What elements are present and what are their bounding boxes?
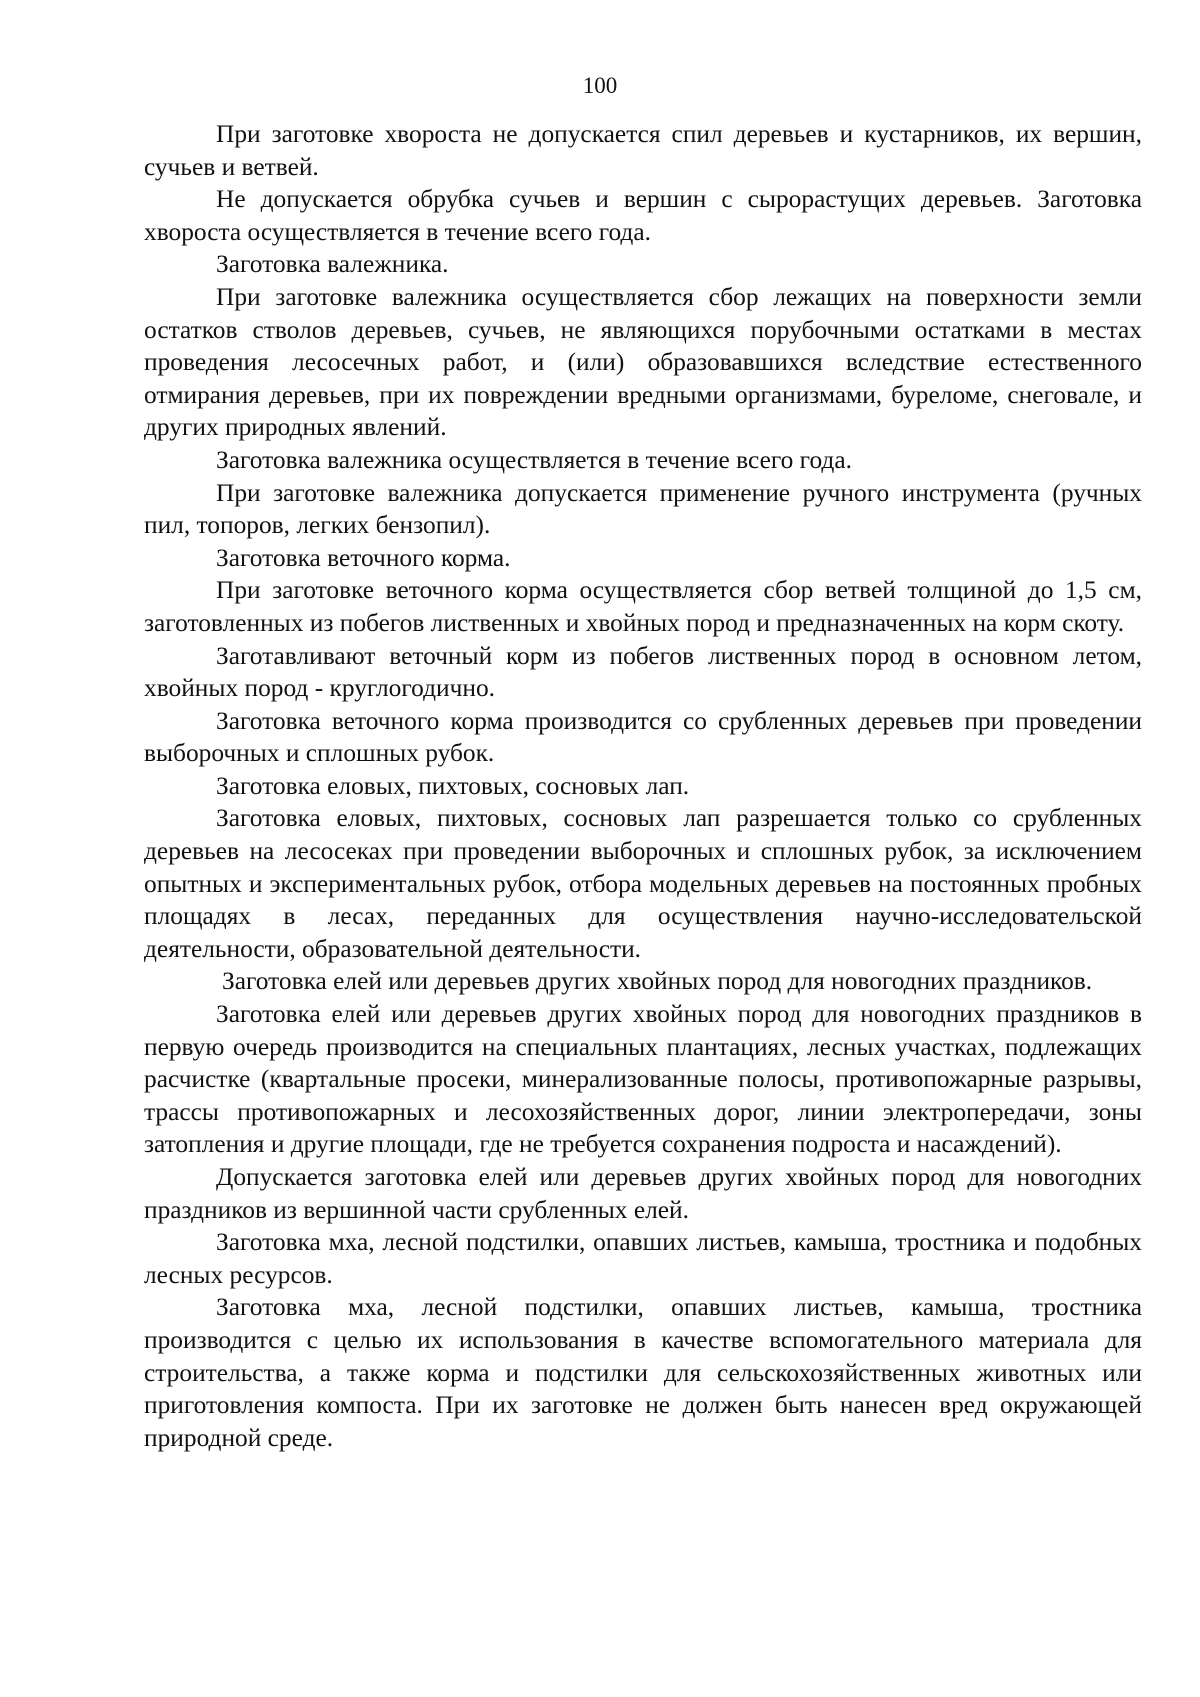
paragraph: Заготовка еловых, пихтовых, сосновых лап разрешается только со срубленных деревьев на лесосеках при проведении выборочных и сплошных рубок, за исключением опытных и экспериментальных рубок, отбора модельных деревьев на постоянных пробных площадях в лесах, переданных для осуществления научно-исследовательской деятельности, образовательной деятельности. xyxy=(144,804,1142,963)
paragraph: При заготовке валежника допускается применение ручного инструмента (ручных пил, топоров, легких бензопил). xyxy=(144,478,1142,540)
section-heading: Заготовка еловых, пихтовых, сосновых лап. xyxy=(216,771,690,800)
page-number: 100 xyxy=(582,73,618,98)
paragraph: Не допускается обрубка сучьев и вершин с сырорастущих деревьев. Заготовка хвороста осуществляется в течение всего года. xyxy=(144,185,1142,246)
paragraph: При заготовке веточного корма осуществляется сбор ветвей толщиной до 1,5 см, заготовленных из побегов лиственных и хвойных пород и предназначенных на корм скоту. xyxy=(144,576,1142,637)
paragraph: Заготовка веточного корма производится со срубленных деревьев при проведении выборочных и сплошных рубок. xyxy=(144,706,1142,768)
paragraph: Заготовка валежника осуществляется в течение всего года. xyxy=(216,445,852,474)
paragraph: При заготовке валежника осуществляется сбор лежащих на поверхности земли остатков стволов деревьев, сучьев, не являющихся порубочными остатками в местах проведения лесосечных работ, и (или) образовавшихся вследствие естественного отмирания деревьев, при их повреждении вредными организмами, буреломе, снеговале, и других природных явлений. xyxy=(144,282,1142,442)
section-heading: Заготовка мха, лесной подстилки, опавших листьев, камыша, тростника и подобных лесных ресурсов. xyxy=(144,1228,1142,1289)
paragraph: Допускается заготовка елей или деревьев других хвойных пород для новогодних праздников из вершинной части срубленных елей. xyxy=(144,1163,1142,1224)
paragraph: Заготовка мха, лесной подстилки, опавших листьев, камыша, тростника производится с целью их использования в качестве вспомогательного материала для строительства, а также корма и подстилки для сельскохозяйственных животных или приготовления компоста. При их заготовке не должен быть нанесен вред окружающей природной среде. xyxy=(144,1293,1142,1452)
section-heading: Заготовка веточного корма. xyxy=(216,543,511,572)
document-body xyxy=(144,118,1142,1454)
paragraph: При заготовке хвороста не допускается спил деревьев и кустарников, их вершин, сучьев и ветвей. xyxy=(144,120,1142,181)
section-heading: Заготовка валежника. xyxy=(216,250,449,279)
paragraph: Заготовка елей или деревьев других хвойных пород для новогодних праздников в первую очередь производится на специальных плантациях, лесных участках, подлежащих расчистке (квартальные просеки, минерализованные полосы, противопожарные разрывы, трассы противопожарных и лесохозяйственных дорог, линии электропередачи, зоны затопления и другие площади, где не требуется сохранения подроста и насаждений). xyxy=(144,1000,1142,1159)
section-heading: Заготовка елей или деревьев других хвойных пород для новогодних праздников. xyxy=(222,967,1093,996)
paragraph: Заготавливают веточный корм из побегов лиственных пород в основном летом, хвойных пород - круглогодично. xyxy=(144,641,1142,703)
